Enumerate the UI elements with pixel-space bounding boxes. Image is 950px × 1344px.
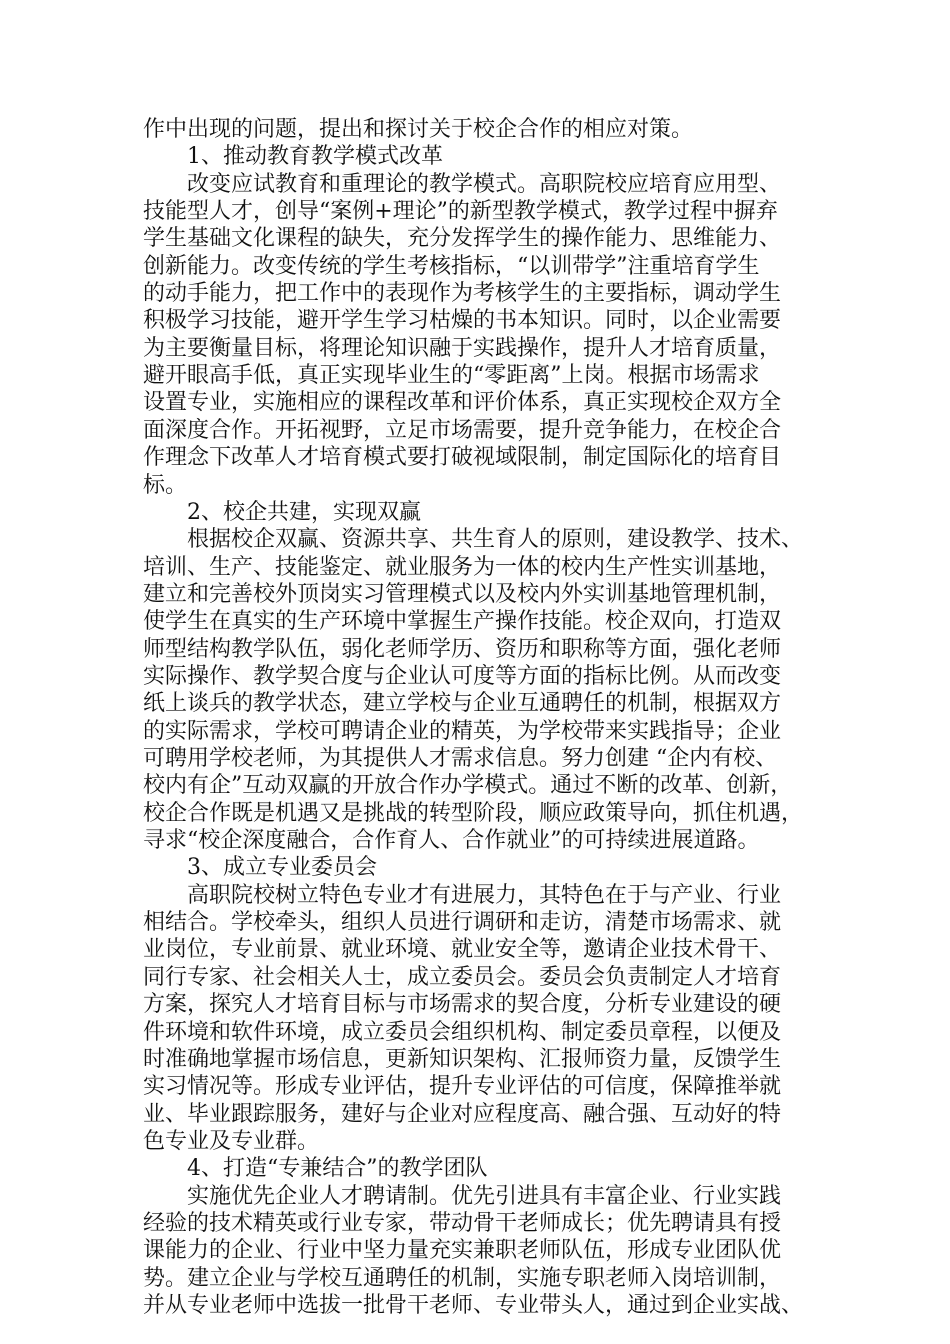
- text-line: 的实际需求，学校可聘请企业的精英，为学校带来实践指导；企业: [143, 719, 782, 744]
- text-line: 校内有企”互动双赢的开放合作办学模式。通过不断的改革、创新，: [143, 773, 793, 798]
- text-line: 实习情况等。形成专业评估，提升专业评估的可信度，保障推举就: [143, 1074, 782, 1099]
- text-line: 作中出现的问题，提出和探讨关于校企合作的相应对策。: [143, 117, 694, 142]
- text-line: 相结合。学校牵头，组织人员进行调研和走访，清楚市场需求、就: [143, 910, 782, 935]
- text-line: 设置专业，实施相应的课程改革和评价体系，真正实现校企双方全: [143, 390, 782, 415]
- text-line: 改变应试教育和重理论的教学模式。高职院校应培育应用型、: [187, 172, 782, 197]
- text-line: 学生基础文化课程的缺失，充分发挥学生的操作能力、思维能力、: [143, 226, 782, 251]
- text-line: 并从专业老师中选拔一批骨干老师、专业带头人，通过到企业实战、: [143, 1293, 804, 1318]
- text-line: 件环境和软件环境，成立委员会组织机构、制定委员章程，以便及: [143, 1020, 782, 1045]
- section-heading-2: 2、校企共建，实现双赢: [187, 500, 421, 525]
- text-line: 色专业及专业群。: [143, 1129, 320, 1154]
- text-line: 积极学习技能，避开学生学习枯燥的书本知识。同时，以企业需要: [143, 308, 782, 333]
- text-line: 根据校企双赢、资源共享、共生育人的原则，建设教学、技术、: [187, 527, 804, 552]
- text-line: 作理念下改革人才培育模式要打破视域限制，制定国际化的培育目: [143, 445, 782, 470]
- text-line: 同行专家、社会相关人士，成立委员会。委员会负责制定人才培育: [143, 965, 782, 990]
- text-line: 高职院校树立特色专业才有进展力，其特色在于与产业、行业: [187, 883, 782, 908]
- text-line: 可聘用学校老师，为其提供人才需求信息。努力创建 “企内有校、: [143, 746, 778, 771]
- text-line: 技能型人才，创导“案例+理论”的新型教学模式，教学过程中摒弃: [143, 199, 778, 224]
- text-line: 的动手能力，把工作中的表现作为考核学生的主要指标，调动学生: [143, 281, 782, 306]
- text-line: 培训、生产、技能鉴定、就业服务为一体的校内生产性实训基地，: [143, 555, 782, 580]
- text-line: 寻求“校企深度融合，合作育人、合作就业”的可持续进展道路。: [143, 828, 760, 853]
- text-line: 实际操作、教学契合度与企业认可度等方面的指标比例。从而改变: [143, 664, 782, 689]
- section-heading-1: 1、推动教育教学模式改革: [187, 144, 443, 169]
- text-line: 避开眼高手低，真正实现毕业生的“零距离”上岗。根据市场需求: [143, 363, 760, 388]
- text-line: 实施优先企业人才聘请制。优先引进具有丰富企业、行业实践: [187, 1184, 782, 1209]
- text-line: 时准确地掌握市场信息，更新知识架构、汇报师资力量，反馈学生: [143, 1047, 782, 1072]
- text-line: 方案，探究人才培育目标与市场需求的契合度，分析专业建设的硬: [143, 992, 782, 1017]
- text-line: 业岗位，专业前景、就业环境、就业安全等，邀请企业技术骨干、: [143, 937, 782, 962]
- text-line: 为主要衡量目标，将理论知识融于实践操作，提升人才培育质量，: [143, 336, 782, 361]
- text-line: 师型结构教学队伍，弱化老师学历、资历和职称等方面，强化老师: [143, 637, 782, 662]
- text-line: 纸上谈兵的教学状态，建立学校与企业互通聘任的机制，根据双方: [143, 691, 782, 716]
- text-line: 课能力的企业、行业中坚力量充实兼职老师队伍，形成专业团队优: [143, 1238, 782, 1263]
- text-line: 标。: [143, 473, 188, 498]
- text-line: 校企合作既是机遇又是挑战的转型阶段，顺应政策导向，抓住机遇，: [143, 801, 804, 826]
- text-line: 势。建立企业与学校互通聘任的机制，实施专职老师入岗培训制，: [143, 1266, 782, 1291]
- section-heading-4: 4、打造“专兼结合”的教学团队: [187, 1156, 488, 1181]
- section-heading-3: 3、成立专业委员会: [187, 855, 377, 880]
- text-line: 创新能力。改变传统的学生考核指标，“以训带学”注重培育学生: [143, 254, 760, 279]
- text-line: 面深度合作。开拓视野，立足市场需要，提升竞争能力，在校企合: [143, 418, 782, 443]
- text-line: 建立和完善校外顶岗实习管理模式以及校内外实训基地管理机制，: [143, 582, 782, 607]
- text-line: 使学生在真实的生产环境中掌握生产操作技能。校企双向，打造双: [143, 609, 782, 634]
- text-line: 经验的技术精英或行业专家，带动骨干老师成长；优先聘请具有授: [143, 1211, 782, 1236]
- text-line: 业、毕业跟踪服务，建好与企业对应程度高、融合强、互动好的特: [143, 1102, 782, 1127]
